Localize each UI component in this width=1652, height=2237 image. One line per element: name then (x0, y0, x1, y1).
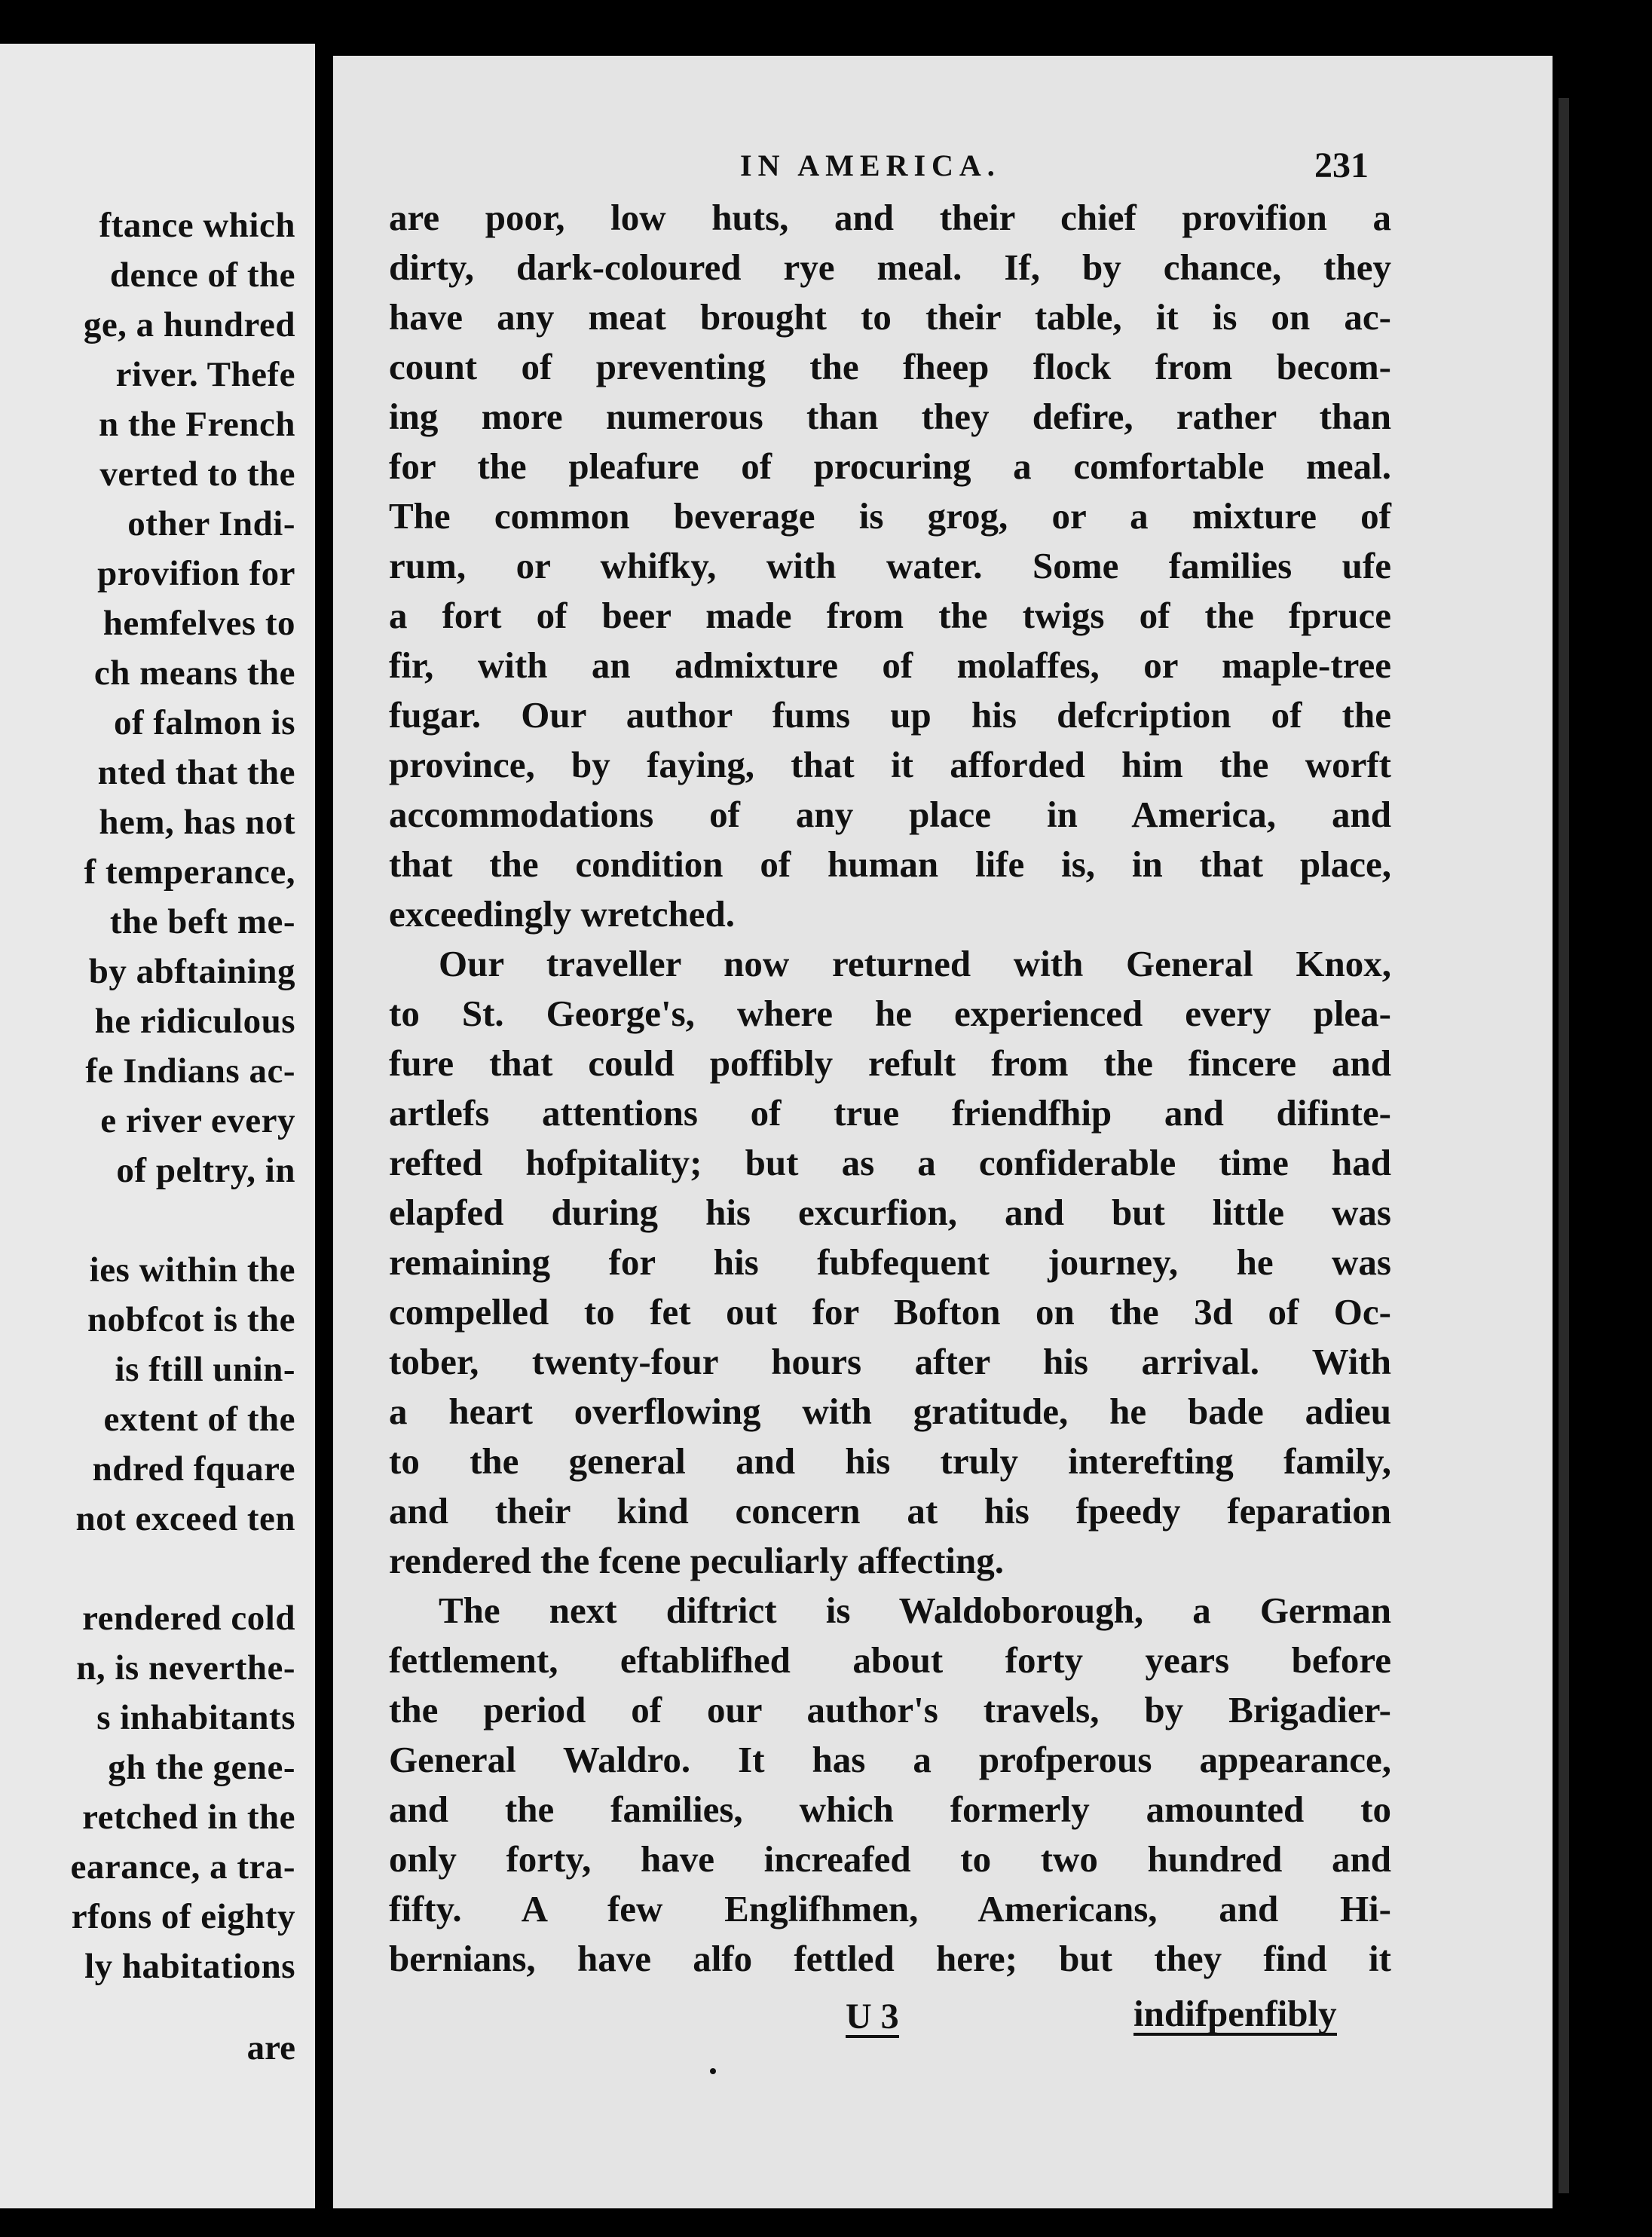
left-text-line: ftance which (99, 206, 295, 245)
right-text-line: dirty, dark-coloured rye meal. If, by chance, they (389, 246, 1391, 288)
right-text-line: are poor, low huts, and their chief provifion a (389, 197, 1391, 238)
left-text-line: he ridiculous (94, 1002, 295, 1041)
left-text-line: ge, a hundred (83, 305, 295, 344)
right-text-line: to the general and his truly interefting family, (389, 1440, 1391, 1482)
left-text-line: ndred fquare (92, 1449, 295, 1489)
left-text-line: ly habitations (84, 1947, 295, 1986)
left-text-line: gh the gene- (108, 1748, 295, 1787)
right-text-line: refted hofpitality; but as a confiderable time had (389, 1142, 1391, 1183)
right-text-line: tober, twenty-four hours after his arrival. With (389, 1341, 1391, 1382)
right-text-line: province, by faying, that it afforded him the worft (389, 744, 1391, 785)
left-text-line: dence of the (109, 256, 295, 295)
left-text-line: provifion for (97, 554, 295, 593)
running-head: IN AMERICA. (740, 148, 1001, 182)
right-text-line: The common beverage is grog, or a mixture of (389, 495, 1391, 537)
left-text-line: n, is neverthe- (76, 1648, 295, 1688)
left-catchword: are (246, 2028, 295, 2067)
left-text-line: hemfelves to (102, 604, 295, 643)
ink-speck (710, 2068, 716, 2074)
right-text-line: bernians, have alfo fettled here; but they find it (389, 1938, 1391, 1979)
left-text-line: river. Thefe (115, 355, 295, 394)
right-text-line: ing more numerous than they defire, rather than (389, 396, 1391, 437)
right-text-line: only forty, have increafed to two hundred and (389, 1838, 1391, 1880)
right-text-line: rendered the fcene peculiarly affecting. (389, 1540, 1005, 1581)
right-page (333, 56, 1553, 2208)
right-text-line: exceedingly wretched. (389, 893, 736, 935)
left-page (0, 44, 315, 2208)
left-text-line: extent of the (103, 1400, 295, 1439)
left-text-line: of falmon is (114, 703, 295, 742)
right-text-line: and their kind concern at his fpeedy feparation (389, 1490, 1391, 1532)
right-text-line: fure that could poffibly refult from the fincere and (389, 1042, 1391, 1084)
page-edge (1559, 98, 1569, 2193)
right-text-line: fugar. Our author fums up his defcription of the (389, 694, 1391, 736)
left-text-line: ies within the (89, 1250, 295, 1290)
left-text-line: e river every (100, 1101, 295, 1140)
right-text-line: compelled to fet out for Bofton on the 3d of Oc- (389, 1291, 1391, 1333)
right-text-line: The next diftrict is Waldoborough, a German (439, 1590, 1391, 1631)
signature-mark: U 3 (846, 1997, 899, 2037)
right-text-line: remaining for his fubfequent journey, he was (389, 1241, 1391, 1283)
right-catchword: indifpenfibly (1133, 1994, 1337, 2036)
right-text-line: a heart overflowing with gratitude, he bade adieu (389, 1391, 1391, 1432)
left-text-line: the beft me- (109, 902, 295, 941)
left-text-line: retched in the (82, 1798, 295, 1837)
right-text-line: and the families, which formerly amounted to (389, 1789, 1391, 1830)
right-text-line: General Waldro. It has a profperous appearance, (389, 1739, 1391, 1780)
right-text-line: elapfed during his excurfion, and but little was (389, 1192, 1391, 1233)
right-text-line: that the condition of human life is, in that place, (389, 843, 1391, 885)
left-text-line: of peltry, in (116, 1151, 295, 1190)
left-text-line: fe Indians ac- (85, 1051, 295, 1091)
left-text-line: verted to the (99, 454, 295, 494)
left-text-line: by abftaining (88, 952, 295, 991)
left-text-line: s inhabitants (96, 1698, 295, 1737)
right-text-line: artlefs attentions of true friendfhip and difinte- (389, 1092, 1391, 1134)
left-text-line: nted that the (97, 753, 295, 792)
left-text-line: not exceed ten (75, 1499, 295, 1538)
left-text-line: rfons of eighty (71, 1897, 295, 1936)
left-text-line: other Indi- (127, 504, 295, 543)
left-text-line: f temperance, (84, 852, 295, 892)
right-text-line: rum, or whifky, with water. Some families ufe (389, 545, 1391, 586)
right-text-line: to St. George's, where he experienced every plea- (389, 993, 1391, 1034)
left-text-line: n the French (98, 405, 295, 444)
right-text-line: have any meat brought to their table, it is on ac- (389, 296, 1391, 338)
left-text-line: is ftill unin- (115, 1350, 295, 1389)
right-text-line: for the pleafure of procuring a comfortable meal. (389, 445, 1391, 487)
right-text-line: the period of our author's travels, by Brigadier- (389, 1689, 1391, 1731)
right-text-line: fettlement, eftablifhed about forty years before (389, 1639, 1391, 1681)
left-text-line: rendered cold (82, 1599, 295, 1638)
right-text-line: count of preventing the fheep flock from becom- (389, 346, 1391, 387)
right-text-line: fir, with an admixture of molaffes, or maple-tree (389, 644, 1391, 686)
left-text-line: hem, has not (99, 803, 295, 842)
right-text-line: fifty. A few Englifhmen, Americans, and Hi- (389, 1888, 1391, 1929)
left-text-line: ch means the (93, 653, 295, 693)
right-text-line: Our traveller now returned with General Knox, (439, 943, 1391, 984)
left-text-line: earance, a tra- (70, 1847, 295, 1887)
page-number: 231 (1314, 145, 1369, 185)
left-text-line: nobfcot is the (87, 1300, 295, 1339)
right-text-line: accommodations of any place in America, and (389, 794, 1391, 835)
right-text-line: a fort of beer made from the twigs of the fpruce (389, 595, 1391, 636)
